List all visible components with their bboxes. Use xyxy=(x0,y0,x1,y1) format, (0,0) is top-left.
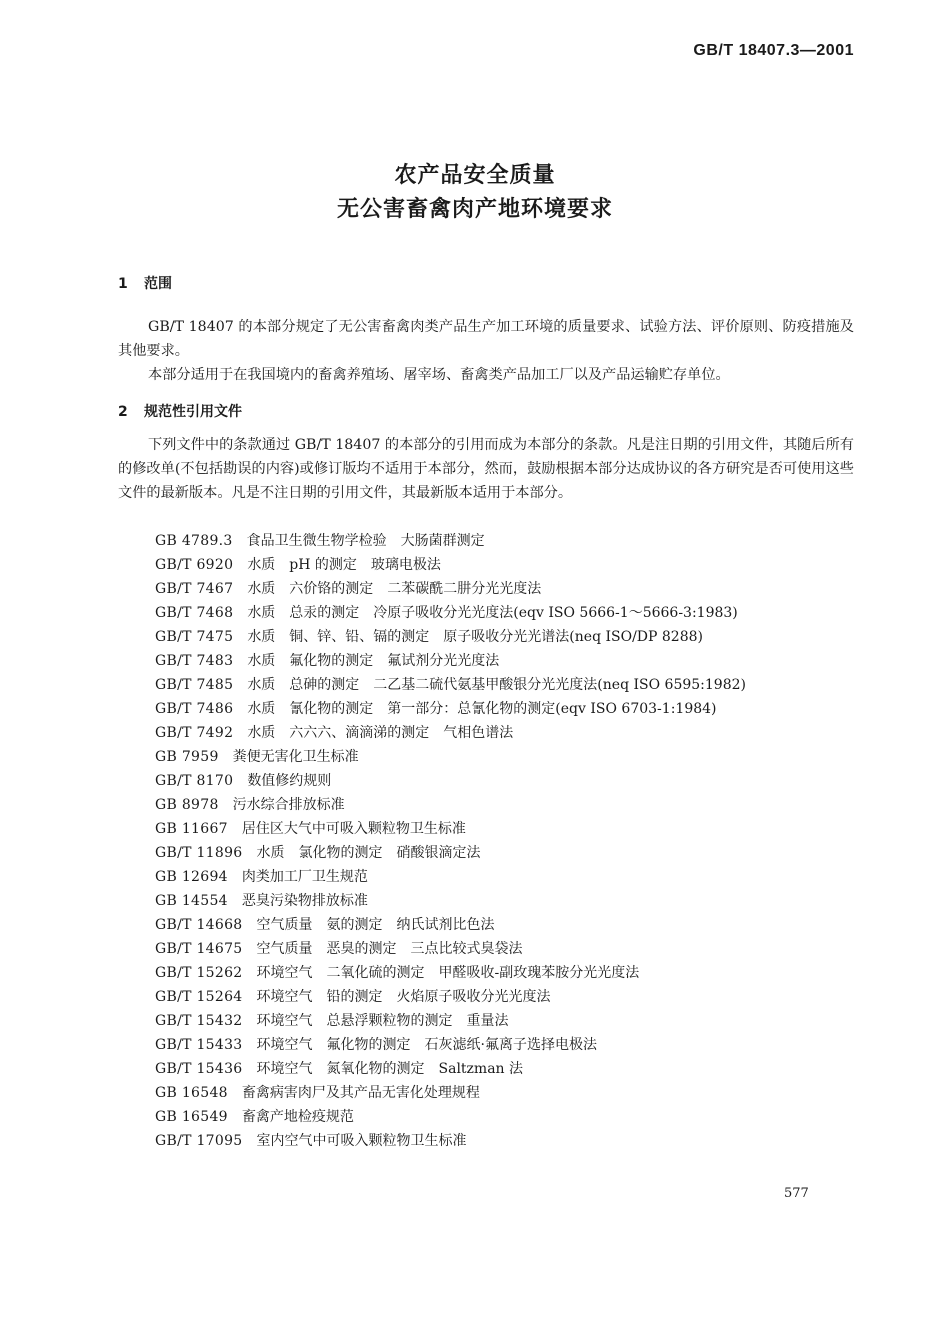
reference-title: 水质 总汞的测定 冷原子吸收分光光度法(eqv ISO 5666-1～5666-3:1983) xyxy=(247,605,738,621)
reference-title: 室内空气中可吸入颗粒物卫生标准 xyxy=(256,1133,467,1149)
reference-code: GB 8978 xyxy=(155,797,219,813)
reference-item xyxy=(155,697,746,721)
reference-item xyxy=(155,937,746,961)
reference-title: 环境空气 氮氧化物的测定 Saltzman 法 xyxy=(256,1061,524,1077)
reference-code: GB 12694 xyxy=(155,869,228,885)
reference-title: 水质 氟化物的测定 氟试剂分光光度法 xyxy=(247,653,500,669)
reference-item xyxy=(155,721,746,745)
reference-item xyxy=(155,817,746,841)
reference-item xyxy=(155,841,746,865)
section-heading-normative-references xyxy=(118,401,242,421)
reference-code: GB/T 6920 xyxy=(155,557,234,573)
reference-item xyxy=(155,1129,746,1153)
reference-code: GB/T 15436 xyxy=(155,1061,243,1077)
section-number: 2 xyxy=(118,404,128,420)
section-heading-scope xyxy=(118,273,172,293)
scope-paragraph-1: GB/T 18407 的本部分规定了无公害畜禽肉类产品生产加工环境的质量要求、试验方法、评价原则、防疫措施及其他要求。 xyxy=(118,319,854,359)
document-title-line2: 无公害畜禽肉产地环境要求 xyxy=(336,197,613,222)
standard-code: GB/T 18407.3—2001 xyxy=(693,42,854,59)
reference-code: GB/T 7486 xyxy=(155,701,234,717)
scope-paragraph-2: 本部分适用于在我国境内的畜禽养殖场、屠宰场、畜禽类产品加工厂以及产品运输贮存单位。 xyxy=(148,367,730,383)
reference-item xyxy=(155,601,746,625)
reference-title: 水质 氰化物的测定 第一部分：总氰化物的测定(eqv ISO 6703-1:1984) xyxy=(247,701,717,717)
reference-code: GB 7959 xyxy=(155,749,219,765)
section-number: 1 xyxy=(118,276,128,292)
reference-list xyxy=(155,529,746,1153)
reference-title: 环境空气 氟化物的测定 石灰滤纸·氟离子选择电极法 xyxy=(256,1037,597,1053)
reference-item xyxy=(155,1009,746,1033)
reference-code: GB/T 7483 xyxy=(155,653,234,669)
reference-code: GB 16548 xyxy=(155,1085,228,1101)
reference-title: 水质 六价铬的测定 二苯碳酰二肼分光光度法 xyxy=(247,581,542,597)
reference-item xyxy=(155,1033,746,1057)
reference-code: GB 11667 xyxy=(155,821,228,837)
reference-item xyxy=(155,577,746,601)
reference-title: 畜禽病害肉尸及其产品无害化处理规程 xyxy=(241,1085,480,1101)
reference-item xyxy=(155,529,746,553)
reference-title: 肉类加工厂卫生规范 xyxy=(241,869,368,885)
reference-title: 粪便无害化卫生标准 xyxy=(232,749,359,765)
reference-code: GB/T 15432 xyxy=(155,1013,243,1029)
references-intro-paragraph: 下列文件中的条款通过 GB/T 18407 的本部分的引用而成为本部分的条款。凡是注日期的引用文件，其随后所有的修改单(不包括勘误的内容)或修订版均不适用于本部分，然而，鼓励根据本部分达成协议的各方研究是否可使用这些文件的最新版本。凡是不注日期的引用文件，其最新版本适用于本部分。 xyxy=(118,437,854,501)
reference-title: 环境空气 二氧化硫的测定 甲醛吸收-副玫瑰苯胺分光光度法 xyxy=(256,965,640,981)
section-title: 范围 xyxy=(144,276,172,292)
document-title-line1: 农产品安全质量 xyxy=(394,163,556,188)
reference-title: 居住区大气中可吸入颗粒物卫生标准 xyxy=(241,821,466,837)
reference-item xyxy=(155,985,746,1009)
reference-code: GB/T 15264 xyxy=(155,989,243,1005)
reference-code: GB 14554 xyxy=(155,893,228,909)
reference-item xyxy=(155,745,746,769)
reference-title: 水质 氯化物的测定 硝酸银滴定法 xyxy=(256,845,481,861)
reference-item xyxy=(155,889,746,913)
reference-title: 空气质量 氨的测定 纳氏试剂比色法 xyxy=(256,917,495,933)
reference-title: 水质 铜、锌、铅、镉的测定 原子吸收分光光谱法(neq ISO/DP 8288) xyxy=(247,629,703,645)
reference-code: GB/T 17095 xyxy=(155,1133,243,1149)
reference-title: 污水综合排放标准 xyxy=(232,797,345,813)
reference-title: 水质 总砷的测定 二乙基二硫代氨基甲酸银分光光度法(neq ISO 6595:1982) xyxy=(247,677,746,693)
reference-item xyxy=(155,865,746,889)
reference-title: 恶臭污染物排放标准 xyxy=(241,893,368,909)
reference-code: GB/T 7485 xyxy=(155,677,234,693)
reference-item xyxy=(155,1057,746,1081)
reference-code: GB/T 15433 xyxy=(155,1037,243,1053)
reference-code: GB/T 7467 xyxy=(155,581,234,597)
reference-code: GB/T 7468 xyxy=(155,605,234,621)
reference-title: 水质 pH 的测定 玻璃电极法 xyxy=(247,557,441,573)
reference-code: GB/T 14668 xyxy=(155,917,243,933)
reference-title: 数值修约规则 xyxy=(247,773,332,789)
reference-item xyxy=(155,1081,746,1105)
reference-item xyxy=(155,649,746,673)
reference-code: GB 4789.3 xyxy=(155,533,233,549)
reference-code: GB/T 7475 xyxy=(155,629,234,645)
reference-item xyxy=(155,553,746,577)
reference-item xyxy=(155,793,746,817)
section-title: 规范性引用文件 xyxy=(144,404,242,420)
reference-title: 水质 六六六、滴滴涕的测定 气相色谱法 xyxy=(247,725,514,741)
reference-code: GB/T 8170 xyxy=(155,773,234,789)
reference-title: 环境空气 铅的测定 火焰原子吸收分光光度法 xyxy=(256,989,551,1005)
reference-title: 食品卫生微生物学检验 大肠菌群测定 xyxy=(246,533,485,549)
reference-item xyxy=(155,769,746,793)
page-number: 577 xyxy=(784,1186,809,1201)
reference-item xyxy=(155,1105,746,1129)
reference-title: 环境空气 总悬浮颗粒物的测定 重量法 xyxy=(256,1013,509,1029)
reference-code: GB/T 7492 xyxy=(155,725,234,741)
reference-item xyxy=(155,673,746,697)
reference-code: GB 16549 xyxy=(155,1109,228,1125)
reference-title: 畜禽产地检疫规范 xyxy=(241,1109,354,1125)
reference-code: GB/T 14675 xyxy=(155,941,243,957)
reference-code: GB/T 15262 xyxy=(155,965,243,981)
reference-title: 空气质量 恶臭的测定 三点比较式臭袋法 xyxy=(256,941,523,957)
reference-item xyxy=(155,913,746,937)
reference-item xyxy=(155,961,746,985)
reference-item xyxy=(155,625,746,649)
reference-code: GB/T 11896 xyxy=(155,845,243,861)
